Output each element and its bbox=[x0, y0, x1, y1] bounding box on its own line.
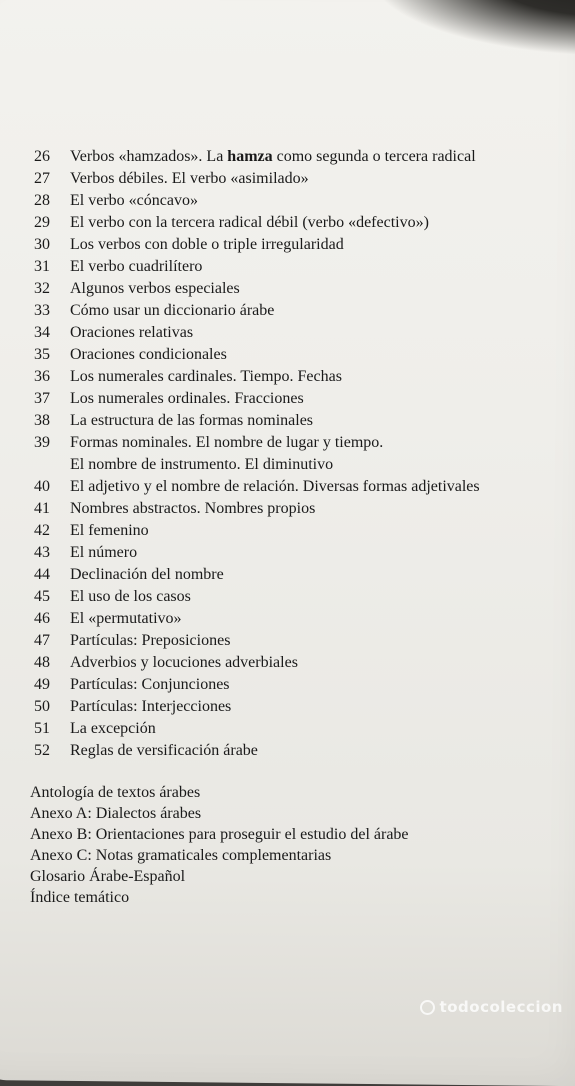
toc-row bbox=[34, 742, 554, 764]
chapter-number: 36 bbox=[34, 368, 50, 385]
toc-row bbox=[34, 346, 554, 368]
chapter-title: El verbo cuadrilítero bbox=[70, 258, 203, 275]
toc-row bbox=[34, 720, 554, 742]
toc-row bbox=[34, 654, 554, 676]
chapter-title: Partículas: Preposiciones bbox=[70, 632, 231, 649]
chapter-title: El verbo con la tercera radical débil (verbo «defectivo») bbox=[70, 214, 429, 231]
toc-row bbox=[34, 544, 554, 566]
chapter-number: 42 bbox=[34, 522, 50, 539]
chapter-number: 50 bbox=[34, 698, 50, 715]
chapter-title: El verbo «cóncavo» bbox=[70, 192, 198, 209]
chapter-title: Algunos verbos especiales bbox=[70, 280, 240, 297]
toc-row bbox=[34, 280, 554, 302]
chapter-title: Los numerales cardinales. Tiempo. Fechas bbox=[70, 368, 342, 385]
chapter-title: Los numerales ordinales. Fracciones bbox=[70, 390, 304, 407]
annex-item: Antología de textos árabes bbox=[30, 784, 201, 801]
chapter-title: El uso de los casos bbox=[70, 588, 191, 605]
watermark-text: todocoleccion bbox=[439, 998, 563, 1016]
toc-row bbox=[34, 324, 554, 346]
toc-row bbox=[34, 522, 554, 544]
annex-item: Glosario Árabe-Español bbox=[30, 868, 186, 885]
chapter-title: Los verbos con doble o triple irregularidad bbox=[70, 236, 344, 253]
toc-row bbox=[34, 412, 554, 434]
chapter-title: Formas nominales. El nombre de lugar y tiempo. bbox=[70, 434, 384, 451]
chapter-title: El femenino bbox=[70, 522, 149, 539]
toc-row bbox=[34, 478, 554, 500]
toc-row bbox=[34, 368, 554, 390]
chapter-number: 48 bbox=[34, 654, 50, 671]
chapter-title: Adverbios y locuciones adverbiales bbox=[70, 654, 298, 671]
toc-row bbox=[34, 610, 554, 632]
chapter-number: 52 bbox=[34, 742, 50, 759]
chapter-title: El número bbox=[70, 544, 138, 561]
toc-row bbox=[34, 170, 554, 192]
chapter-number: 26 bbox=[34, 148, 50, 165]
table-of-contents bbox=[34, 148, 554, 764]
chapter-number: 32 bbox=[34, 280, 50, 297]
chapter-title: El adjetivo y el nombre de relación. Diversas formas adjetivales bbox=[70, 478, 480, 495]
chapter-number: 37 bbox=[34, 390, 50, 407]
toc-row-continuation bbox=[34, 456, 554, 478]
toc-row bbox=[34, 698, 554, 720]
chapter-number: 47 bbox=[34, 632, 50, 649]
toc-row bbox=[34, 192, 554, 214]
toc-row bbox=[34, 214, 554, 236]
chapter-title: Cómo usar un diccionario árabe bbox=[70, 302, 275, 319]
chapter-number: 35 bbox=[34, 346, 50, 363]
chapter-number: 38 bbox=[34, 412, 50, 429]
toc-row bbox=[34, 588, 554, 610]
chapter-number: 28 bbox=[34, 192, 50, 209]
toc-row bbox=[34, 566, 554, 588]
annex-item: Índice temático bbox=[30, 889, 130, 906]
chapter-title: La estructura de las formas nominales bbox=[70, 412, 314, 429]
toc-row bbox=[34, 632, 554, 654]
chapter-title: El «permutativo» bbox=[70, 610, 182, 627]
chapter-number: 40 bbox=[34, 478, 50, 495]
chapter-title: El nombre de instrumento. El diminutivo bbox=[70, 456, 334, 473]
chapter-title: Nombres abstractos. Nombres propios bbox=[70, 500, 316, 517]
toc-row bbox=[34, 676, 554, 698]
toc-row bbox=[34, 236, 554, 258]
chapter-number: 30 bbox=[34, 236, 50, 253]
chapter-title: Oraciones relativas bbox=[70, 324, 194, 341]
chapter-title: Partículas: Interjecciones bbox=[70, 698, 232, 715]
chapter-number: 34 bbox=[34, 324, 50, 341]
chapter-number: 27 bbox=[34, 170, 50, 187]
annex-item: Anexo A: Dialectos árabes bbox=[30, 805, 202, 822]
chapter-number: 44 bbox=[34, 566, 50, 583]
toc-row bbox=[34, 434, 554, 456]
annex-item: Anexo B: Orientaciones para proseguir el estudio del árabe bbox=[30, 826, 409, 843]
chapter-number: 49 bbox=[34, 676, 50, 693]
watermark-logo-icon bbox=[420, 1000, 435, 1015]
chapter-title: La excepción bbox=[70, 720, 156, 737]
chapter-title: Partículas: Conjunciones bbox=[70, 676, 230, 693]
chapter-title: Reglas de versificación árabe bbox=[70, 742, 258, 759]
chapter-title: Declinación del nombre bbox=[70, 566, 224, 583]
annex-list bbox=[30, 784, 409, 910]
chapter-number: 46 bbox=[34, 610, 50, 627]
watermark bbox=[420, 998, 563, 1016]
toc-row bbox=[34, 258, 554, 280]
toc-row bbox=[34, 390, 554, 412]
annex-item: Anexo C: Notas gramaticales complementarias bbox=[30, 847, 332, 864]
toc-row bbox=[34, 302, 554, 324]
chapter-title: Oraciones condicionales bbox=[70, 346, 227, 363]
chapter-number: 51 bbox=[34, 720, 50, 737]
chapter-number: 39 bbox=[34, 434, 50, 451]
chapter-number: 31 bbox=[34, 258, 50, 275]
chapter-number: 45 bbox=[34, 588, 50, 605]
chapter-number: 43 bbox=[34, 544, 50, 561]
chapter-number: 41 bbox=[34, 500, 50, 517]
page-corner-shadow bbox=[367, 0, 575, 56]
chapter-title: Verbos débiles. El verbo «asimilado» bbox=[70, 170, 309, 187]
chapter-number: 33 bbox=[34, 302, 50, 319]
toc-row bbox=[34, 500, 554, 522]
chapter-number: 29 bbox=[34, 214, 50, 231]
chapter-title: Verbos «hamzados». La hamza como segunda o tercera radical bbox=[70, 148, 476, 165]
toc-row bbox=[34, 148, 554, 170]
